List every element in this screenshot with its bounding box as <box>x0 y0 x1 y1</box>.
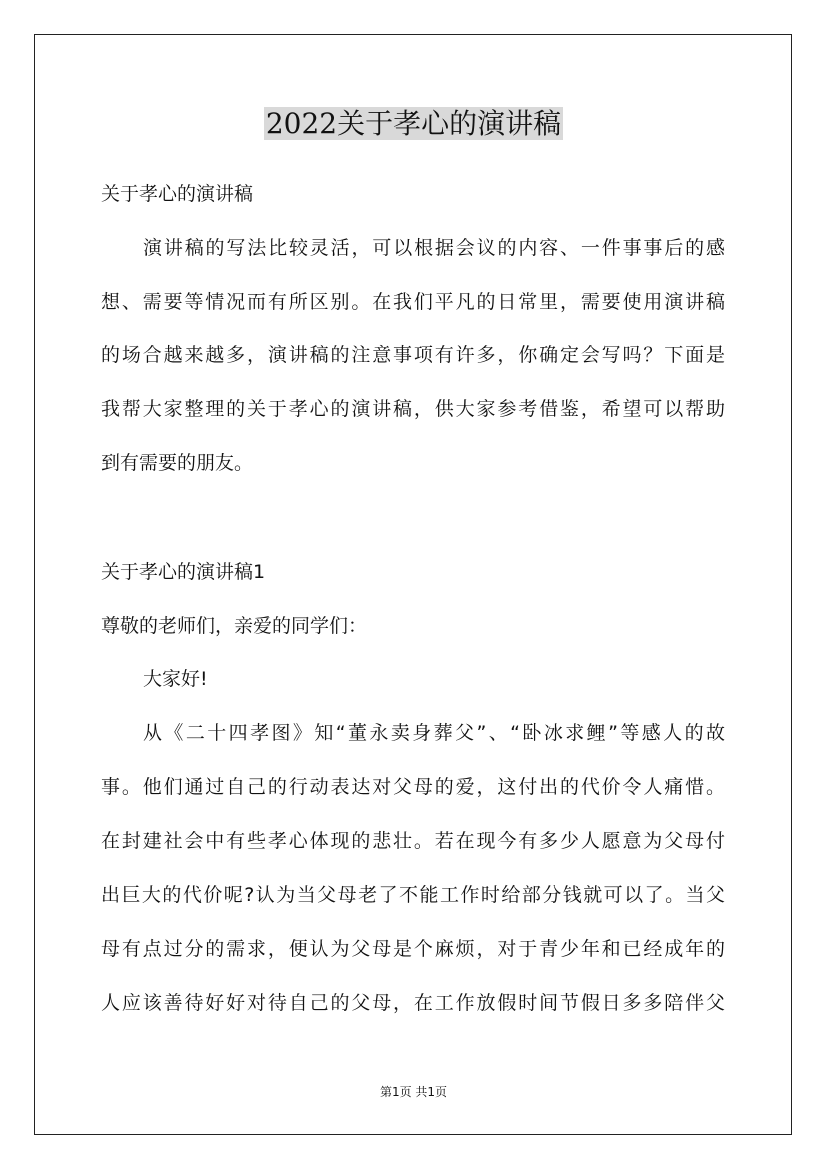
salutation: 尊敬的老师们，亲爱的同学们： <box>101 615 368 637</box>
paragraph-line: 在封建社会中有些孝心体现的悲壮。若在现今有多少人愿意为父母付 <box>101 830 725 852</box>
paragraph-line: 人应该善待好好对待自己的父母，在工作放假时间节假日多多陪伴父 <box>101 992 725 1014</box>
paragraph-line: 母有点过分的需求，便认为父母是个麻烦，对于青少年和已经成年的 <box>101 938 725 960</box>
paragraph-line: 演讲稿的写法比较灵活，可以根据会议的内容、一件事事后的感 <box>143 237 725 259</box>
paragraph-line: 我帮大家整理的关于孝心的演讲稿，供大家参考借鉴，希望可以帮助 <box>101 398 725 420</box>
greeting: 大家好! <box>143 668 208 690</box>
page-footer: 第1页 共1页 <box>379 1085 448 1099</box>
paragraph-line: 出巨大的代价呢?认为当父母老了不能工作时给部分钱就可以了。当父 <box>101 884 725 906</box>
section-heading: 关于孝心的演讲稿 <box>101 183 254 205</box>
paragraph-line: 想、需要等情况而有所区别。在我们平凡的日常里，需要使用演讲稿 <box>101 291 725 313</box>
paragraph-line: 到有需要的朋友。 <box>101 452 254 474</box>
paragraph-line: 从《二十四孝图》知“董永卖身葬父”、“卧冰求鲤”等感人的故 <box>143 722 725 744</box>
paragraph-line: 的场合越来越多，演讲稿的注意事项有许多，你确定会写吗？下面是 <box>101 344 725 366</box>
section-heading: 关于孝心的演讲稿1 <box>101 561 266 583</box>
paragraph-line: 事。他们通过自己的行动表达对父母的爱，这付出的代价令人痛惜。 <box>101 776 725 798</box>
document-title <box>0 104 827 144</box>
document-title-text: 2022关于孝心的演讲稿 <box>265 107 562 140</box>
